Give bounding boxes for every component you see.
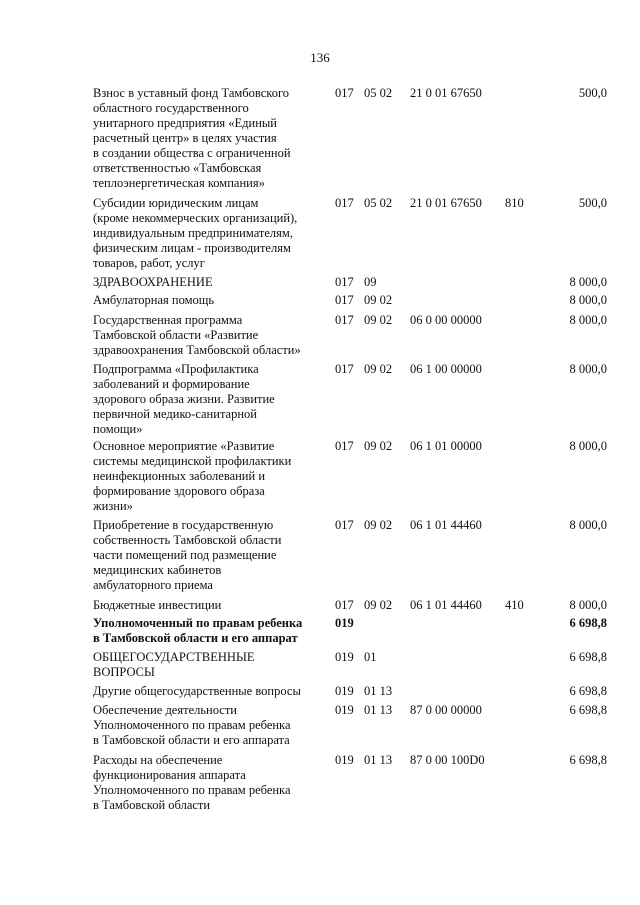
sum-value: 8 000,0: [569, 313, 607, 327]
section-code: 09 02: [364, 598, 393, 612]
expense-type-code: 810: [505, 196, 524, 210]
row-name: Подпрограмма «Профилактика заболеваний и формирование здорового образа жизни. Развитие первичной медико-санитарной помощи»: [93, 362, 275, 436]
admin-code: 019: [335, 703, 354, 717]
admin-code: 019: [335, 650, 354, 664]
sum-value: 8 000,0: [569, 518, 607, 532]
admin-code: 017: [335, 86, 354, 100]
row-name: Основное мероприятие «Развитие системы медицинской профилактики неинфекционных заболеваний и формирование здорового образа жизни»: [93, 439, 292, 513]
admin-code: 017: [335, 313, 354, 327]
sum-value: 6 698,8: [569, 753, 607, 767]
section-code: 09 02: [364, 439, 393, 453]
sum-value: 8 000,0: [569, 598, 607, 612]
row-name: Уполномоченный по правам ребенка в Тамбовской области и его аппарат: [93, 616, 303, 645]
sum-value: 6 698,8: [569, 703, 607, 717]
row-name: ОБЩЕГОСУДАРСТВЕННЫЕ ВОПРОСЫ: [93, 650, 255, 679]
sum-value: 6 698,8: [569, 616, 607, 630]
section-code: 01 13: [364, 753, 393, 767]
admin-code: 017: [335, 275, 354, 289]
section-code: 05 02: [364, 196, 393, 210]
article-code: 06 1 01 44460: [410, 518, 482, 532]
article-code: 21 0 01 67650: [410, 196, 482, 210]
admin-code: 017: [335, 293, 354, 307]
admin-code: 017: [335, 518, 354, 532]
section-code: 05 02: [364, 86, 393, 100]
row-name: Бюджетные инвестиции: [93, 598, 222, 612]
article-code: 06 1 00 00000: [410, 362, 482, 376]
section-code: 01 13: [364, 703, 393, 717]
section-code: 09 02: [364, 518, 393, 532]
row-name: ЗДРАВООХРАНЕНИЕ: [93, 275, 213, 289]
admin-code: 017: [335, 196, 354, 210]
row-name: Государственная программа Тамбовской области «Развитие здравоохранения Тамбовской области»: [93, 313, 301, 357]
admin-code: 019: [335, 684, 354, 698]
expense-type-code: 410: [505, 598, 524, 612]
row-name: Обеспечение деятельности Уполномоченного по правам ребенка в Тамбовской области и его аппарата: [93, 703, 291, 747]
section-code: 09 02: [364, 313, 393, 327]
row-name: Другие общегосударственные вопросы: [93, 684, 301, 698]
row-name: Расходы на обеспечение функционирования аппарата Уполномоченного по правам ребенка в Тамбовской области: [93, 753, 291, 812]
page-number: 136: [310, 50, 330, 65]
section-code: 09 02: [364, 362, 393, 376]
admin-code: 017: [335, 362, 354, 376]
sum-value: 6 698,8: [569, 650, 607, 664]
article-code: 06 1 01 00000: [410, 439, 482, 453]
section-code: 01: [364, 650, 377, 664]
sum-value: 500,0: [578, 196, 607, 210]
article-code: 21 0 01 67650: [410, 86, 482, 100]
section-code: 09 02: [364, 293, 393, 307]
article-code: 06 1 01 44460: [410, 598, 482, 612]
admin-code: 019: [335, 616, 354, 630]
row-name: Амбулаторная помощь: [93, 293, 215, 307]
article-code: 87 0 00 00000: [410, 703, 482, 717]
row-name: Субсидии юридическим лицам (кроме некоммерческих организаций), индивидуальным предпринимателям, физическим лицам - производителям товаров, работ, услуг: [93, 196, 298, 270]
article-code: 87 0 00 100D0: [410, 753, 485, 767]
sum-value: 8 000,0: [569, 293, 607, 307]
sum-value: 8 000,0: [569, 275, 607, 289]
sum-value: 6 698,8: [569, 684, 607, 698]
admin-code: 019: [335, 753, 354, 767]
row-name: Приобретение в государственную собственность Тамбовской области части помещений под размещение медицинских кабинетов амбулаторного приема: [93, 518, 282, 592]
sum-value: 8 000,0: [569, 362, 607, 376]
admin-code: 017: [335, 598, 354, 612]
section-code: 09: [364, 275, 377, 289]
section-code: 01 13: [364, 684, 393, 698]
row-name: Взнос в уставный фонд Тамбовского областного государственного унитарного предприятия «Единый расчетный центр» в целях участия в создании общества с ограниченной ответственностью «Тамбовская теплоэнергетическая компания»: [93, 86, 291, 190]
sum-value: 500,0: [578, 86, 607, 100]
sum-value: 8 000,0: [569, 439, 607, 453]
admin-code: 017: [335, 439, 354, 453]
article-code: 06 0 00 00000: [410, 313, 482, 327]
